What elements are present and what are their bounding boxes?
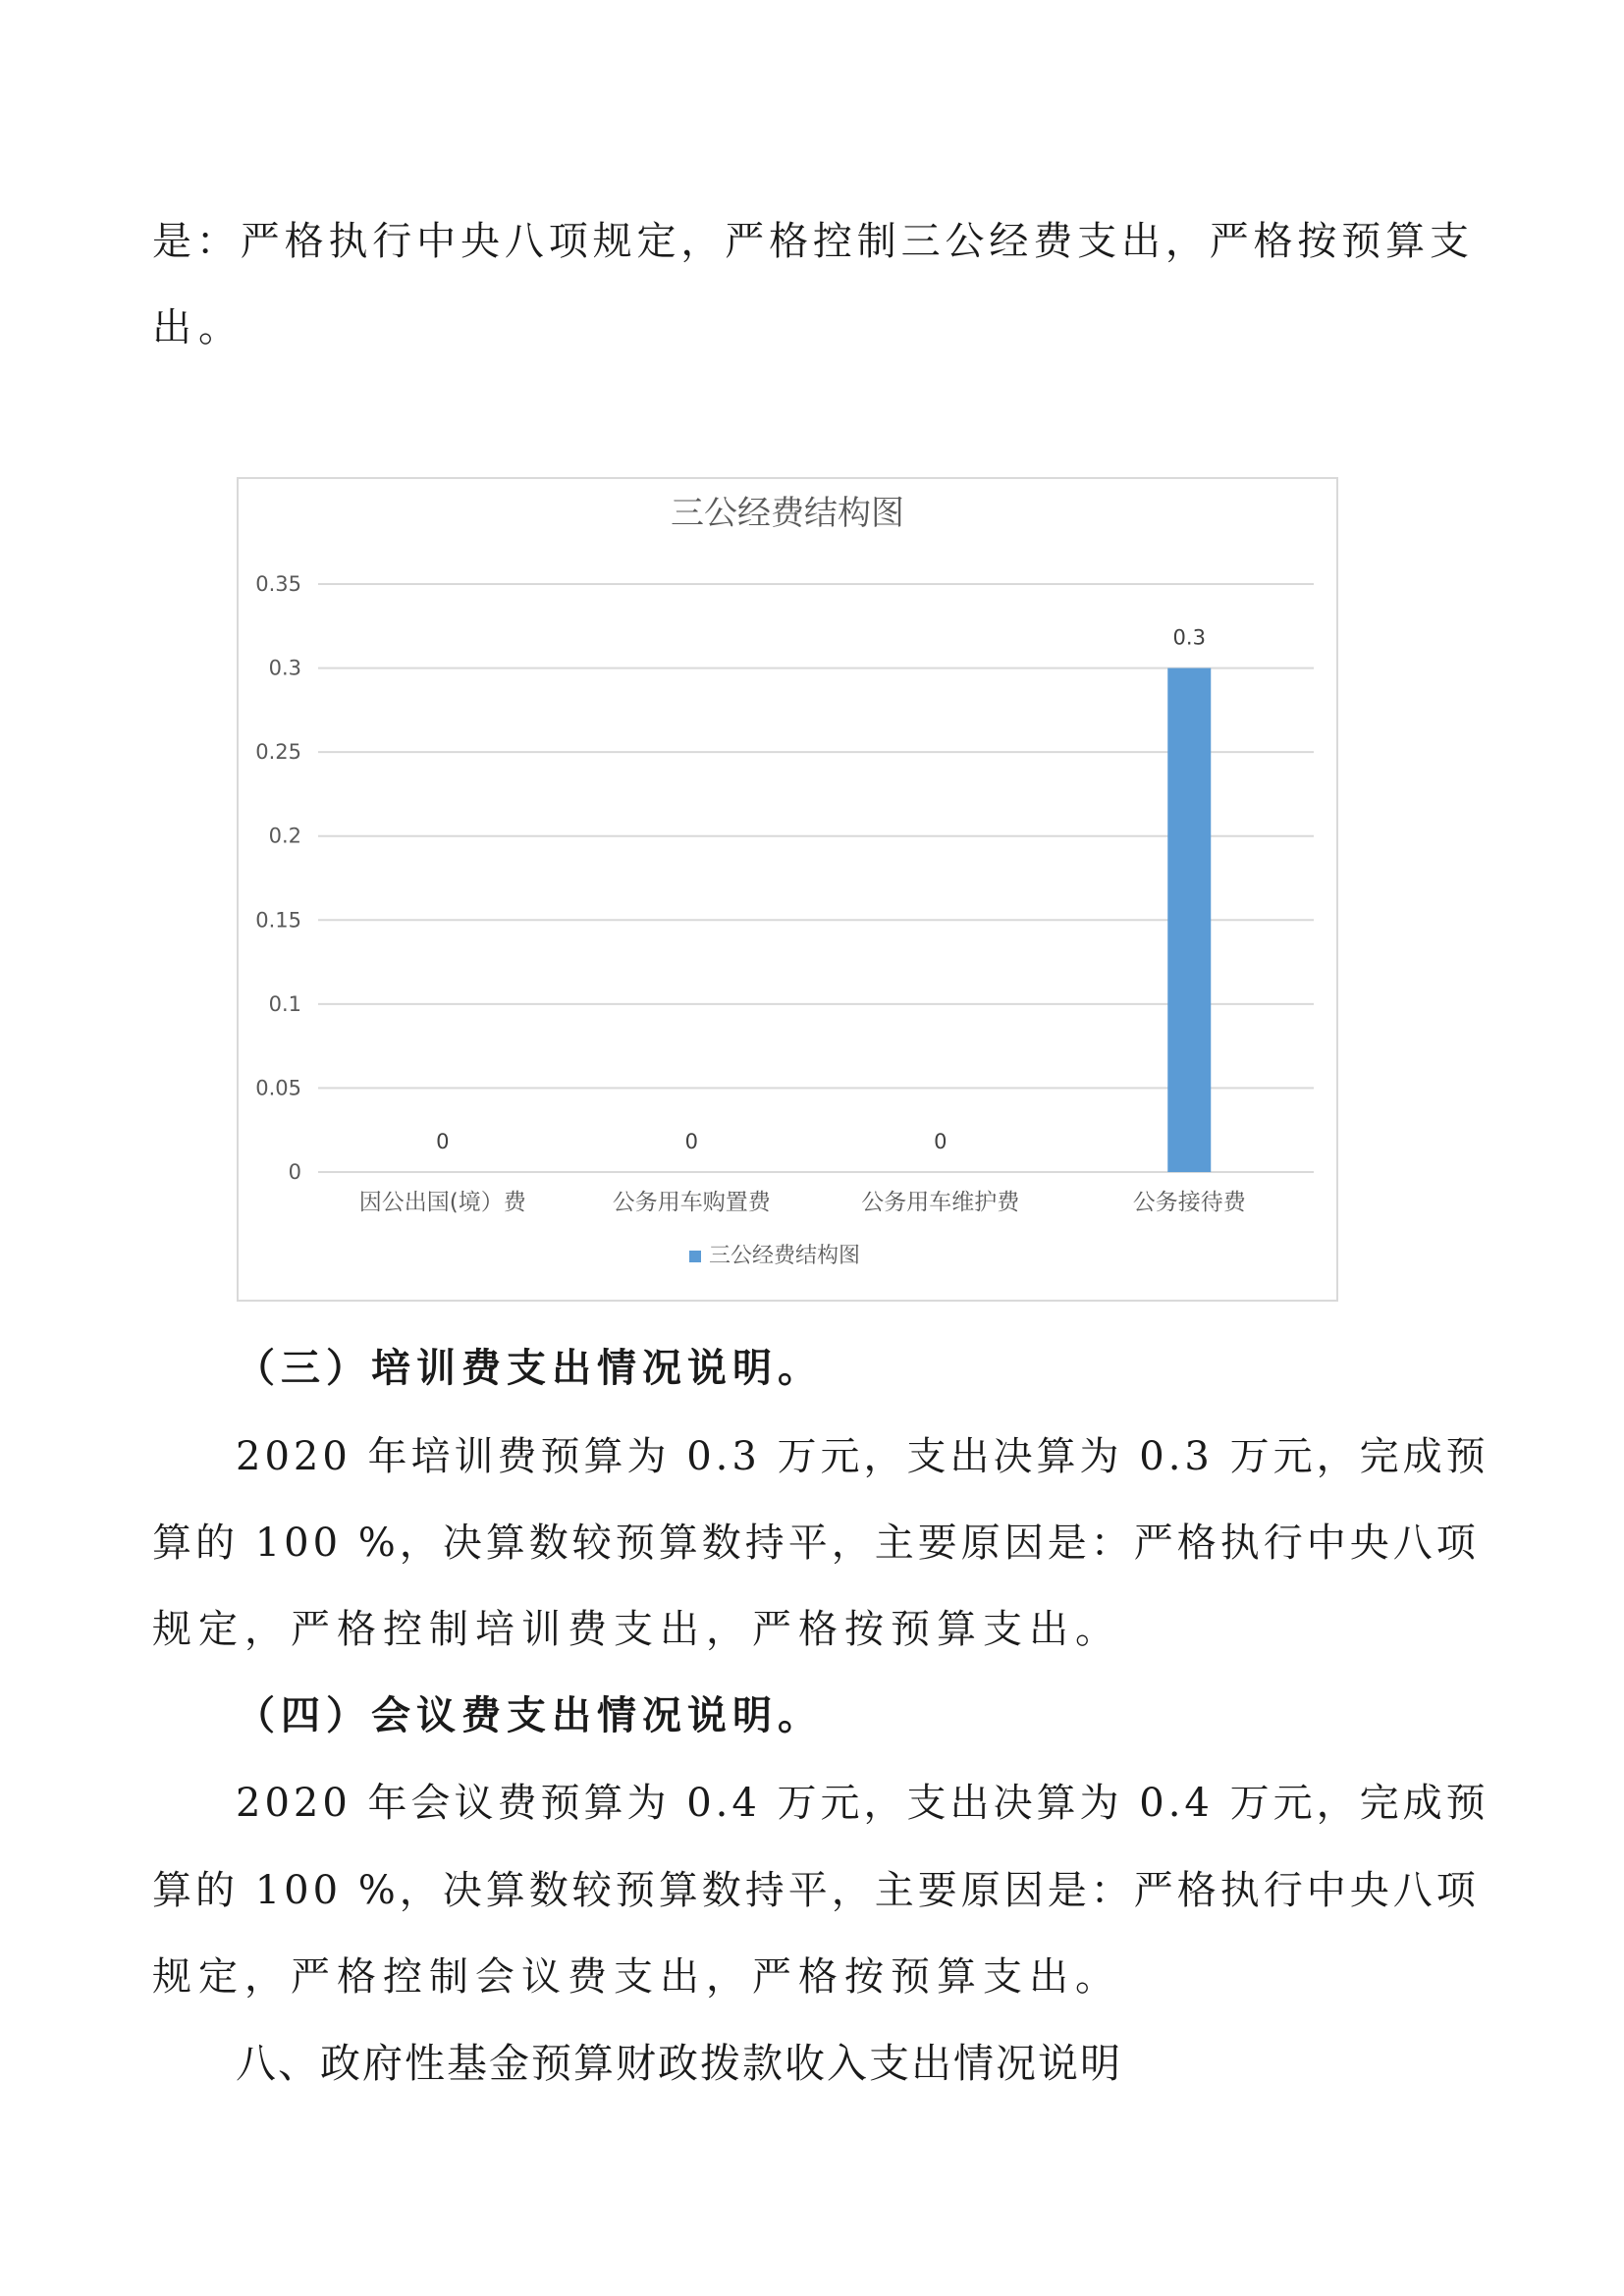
y-tick-label: 0.15 [255, 908, 301, 933]
section-heading: 八、政府性基金预算财政拨款收入支出情况说明 [236, 2040, 1122, 2087]
legend-swatch [689, 1251, 701, 1262]
chart-title: 三公经费结构图 [671, 494, 904, 533]
chart-data-labels [436, 626, 1206, 1153]
x-tick-label: 公务用车购置费 [612, 1190, 771, 1215]
chart-canvas [239, 479, 1336, 1300]
y-tick-label: 0.3 [268, 656, 301, 680]
bar [1167, 668, 1211, 1172]
legend-label: 三公经费结构图 [709, 1244, 861, 1268]
y-tick-label: 0 [288, 1160, 301, 1184]
section-heading: （四）会议费支出情况说明。 [236, 1693, 823, 1738]
chart-bars [1167, 668, 1211, 1172]
paragraph-line: 算的 100 %，决算数较预算数持平，主要原因是：严格执行中央八项 [152, 1868, 1480, 1913]
x-tick-label: 公务接待费 [1132, 1190, 1246, 1215]
chart-legend [689, 1244, 860, 1268]
y-tick-label: 0.25 [255, 740, 301, 765]
y-tick-label: 0.35 [255, 572, 301, 596]
x-tick-label: 公务用车维护费 [861, 1190, 1020, 1215]
paragraph-line: 规定，严格控制培训费支出，严格按预算支出。 [152, 1607, 1121, 1652]
paragraph-line: 算的 100 %，决算数较预算数持平，主要原因是：严格执行中央八项 [152, 1521, 1480, 1566]
paragraph-line: 2020 年会议费预算为 0.4 万元，支出决算为 0.4 万元，完成预 [236, 1781, 1489, 1826]
paragraph-line: 2020 年培训费预算为 0.3 万元，支出决算为 0.3 万元，完成预 [236, 1434, 1489, 1479]
chart-x-axis [359, 1190, 1247, 1215]
chart-y-axis [255, 572, 301, 1184]
y-tick-label: 0.05 [255, 1076, 301, 1100]
bar-chart [237, 477, 1338, 1302]
data-label: 0 [436, 1130, 450, 1153]
x-tick-label: 因公出国(境）费 [358, 1190, 526, 1215]
paragraph-line: 规定，严格控制会议费支出，严格按预算支出。 [152, 1954, 1121, 2000]
paragraph-line: 出。 [152, 305, 244, 350]
section-heading: （三）培训费支出情况说明。 [236, 1346, 823, 1391]
data-label: 0 [684, 1130, 698, 1153]
paragraph-line: 是：严格执行中央八项规定，严格控制三公经费支出，严格按预算支 [152, 219, 1473, 264]
data-label: 0.3 [1172, 625, 1206, 650]
y-tick-label: 0.2 [268, 824, 301, 848]
data-label: 0 [934, 1130, 947, 1153]
y-tick-label: 0.1 [268, 991, 301, 1016]
chart-gridlines [318, 584, 1314, 1172]
